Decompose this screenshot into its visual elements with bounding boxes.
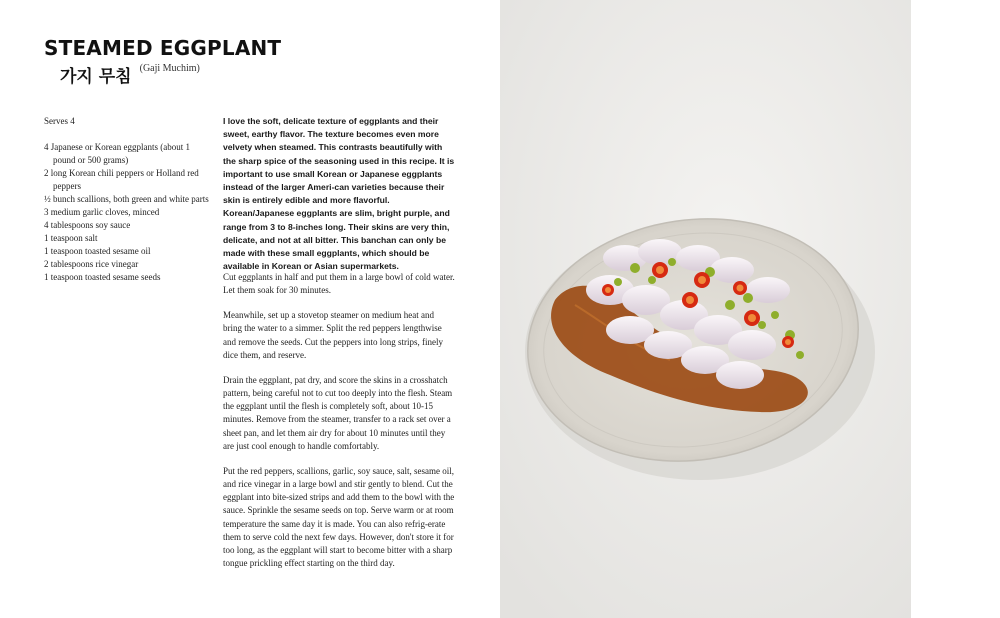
recipe-title: STEAMED EGGPLANT: [44, 36, 282, 60]
ingredient-item: 2 long Korean chili peppers or Holland red peppers: [44, 168, 199, 191]
korean-title: 가지 무침: [60, 67, 132, 87]
subtitle-row: [60, 62, 200, 87]
method-step: Drain the eggplant, pat dry, and score the skins in a crosshatch pattern, being careful not to cut too deeply into the flesh. Steam the eggplant until the flesh is completely soft, about 10-15 minutes. Remove from the steamer, transfer to a rack set over a sheet pan, and let them air dry for about 10 minutes until they are just cool enough to handle comfortably.: [223, 374, 453, 451]
serves-label: Serves 4: [44, 116, 75, 126]
romanized-title: (Gaji Muchim): [139, 63, 200, 74]
ingredient-list: [44, 141, 214, 284]
ingredient-item: ½ bunch scallions, both green and white parts: [44, 194, 209, 204]
method-step: Put the red peppers, scallions, garlic, soy sauce, salt, sesame oil, and rice vinegar in a large bowl and stir gently to blend. Cut the eggplant into bite-sized strips and add them to the bowl with the sauce. Sprinkle the sesame seeds on top. Serve warm or at room temperature the same day it is made. You can also refrig-erate them to serve cold the next few days. However, don't store it for too long, as the eggplant will start to become bitter with a sharp tongue prickling effect starting on the third day.: [223, 465, 455, 568]
intro-paragraph: I love the soft, delicate texture of eggplants and their sweet, earthy flavor. The texture becomes even more velvety when steamed. This contrasts beautifully with the sharp spice of the seasoning used in this recipe. It is important to use small Korean or Japanese eggplants instead of the larger Ameri-can varieties because their skin is entirely edible and more flavorful. Korean/Japanese eggplants are slim, bright purple, and range from 3 to 8-inches long. Their skins are very thin, delicate, and not at all bitter. This banchan can only be made with these small eggplants, which should be available in Korean or Asian supermarkets.: [223, 116, 455, 272]
ingredient-item: 1 teaspoon toasted sesame seeds: [44, 272, 161, 282]
ingredient-item: 1 teaspoon salt: [44, 233, 98, 243]
method-step: Meanwhile, set up a stovetop steamer on medium heat and bring the water to a simmer. Split the red peppers lengthwise and remove the seeds. Cut the peppers into long strips, finely dice them, and reserve.: [223, 310, 443, 360]
ingredient-item: 1 teaspoon toasted sesame oil: [44, 246, 151, 256]
dish-photo: [500, 0, 911, 618]
ingredient-item: 4 tablespoons soy sauce: [44, 220, 131, 230]
ingredient-item: 4 Japanese or Korean eggplants (about 1 pound or 500 grams): [44, 142, 190, 165]
method-step: Cut eggplants in half and put them in a large bowl of cold water. Let them soak for 30 minutes.: [223, 272, 455, 296]
ingredient-item: 3 medium garlic cloves, minced: [44, 207, 160, 217]
method-steps: [223, 271, 455, 582]
ingredient-item: 2 tablespoons rice vinegar: [44, 259, 139, 269]
